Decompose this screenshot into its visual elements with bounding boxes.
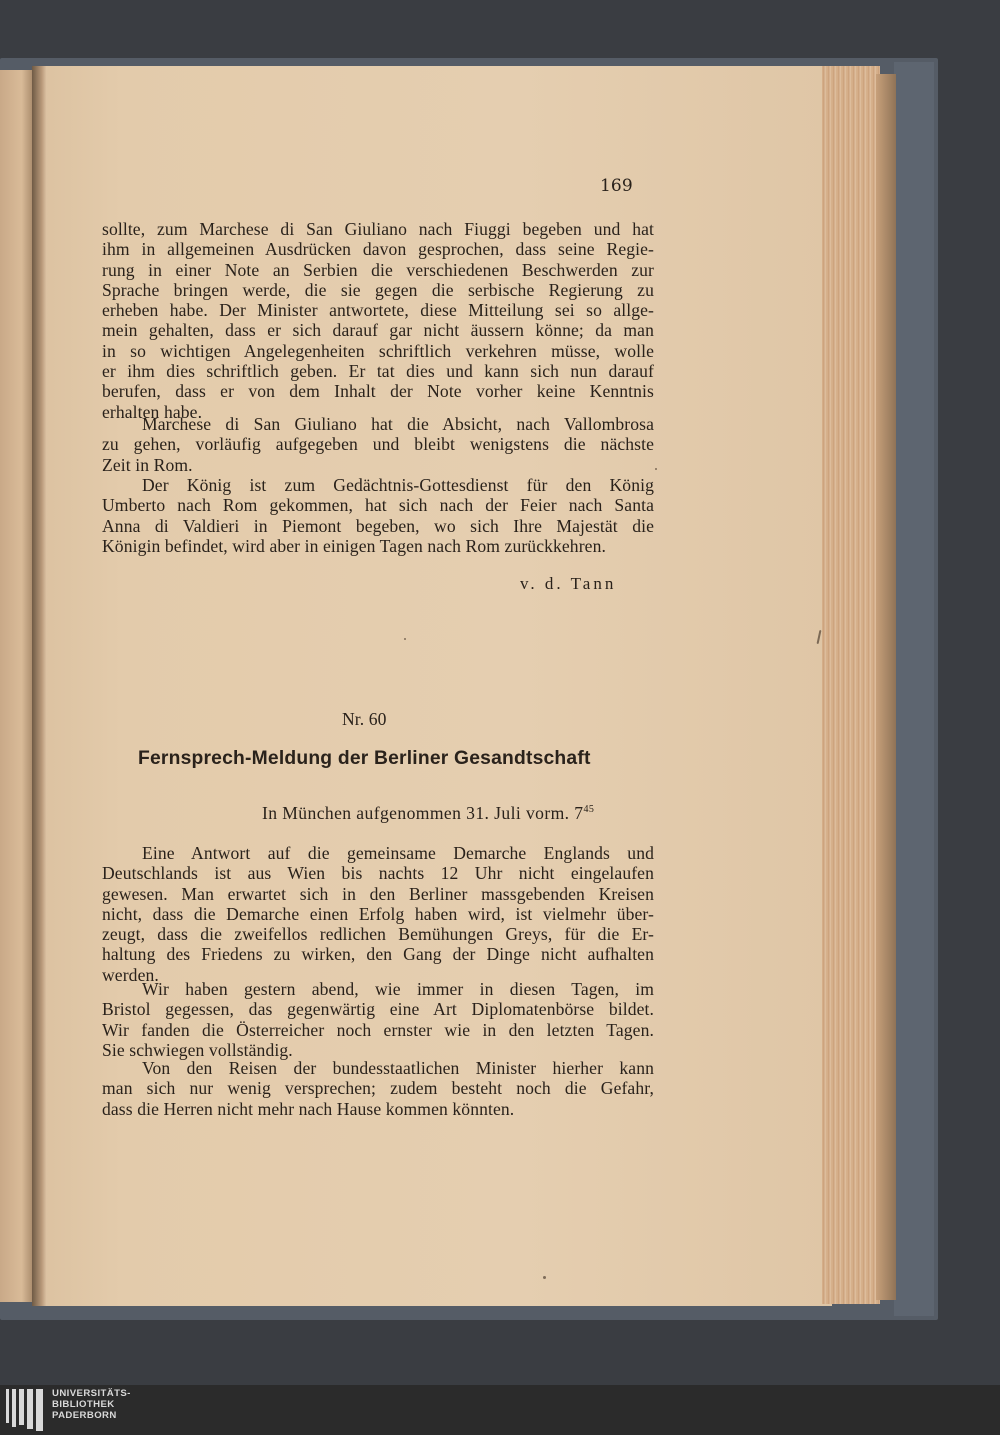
- text-line: dass die Herren nicht mehr nach Hause kommen könnten.: [102, 1098, 515, 1119]
- text-line: Marchese di San Giuliano hat die Absicht, nach Vallombrosa: [142, 414, 654, 434]
- dateline: [262, 800, 594, 823]
- library-name-line: UNIVERSITÄTS-: [52, 1388, 131, 1399]
- dateline-text: In München aufgenommen 31. Juli vorm. 7: [262, 803, 584, 823]
- text-line: Bristol gegessen, das gegenwärtig eine Art Diplomatenbörse bildet.: [102, 999, 654, 1020]
- text-line: Umberto nach Rom gekommen, hat sich nach der Feier nach Santa: [102, 495, 654, 516]
- page-stack-edge: [822, 66, 880, 1304]
- library-name-line: BIBLIOTHEK: [52, 1399, 115, 1410]
- text-line: Deutschlands ist aus Wien bis nachts 12 Uhr nicht eingelaufen: [102, 863, 654, 884]
- dateline-superscript: 45: [583, 804, 595, 815]
- library-bars-logo-icon: [6, 1389, 44, 1431]
- text-line: Eine Antwort auf die gemeinsame Demarche Englands und: [142, 843, 654, 863]
- text-line: rung in einer Note an Serbien die verschiedenen Beschwerden zur: [102, 259, 654, 280]
- ink-speck: [543, 1276, 546, 1279]
- text-line: nicht, dass die Demarche einen Erfolg haben wird, ist vielmehr über-: [102, 903, 654, 924]
- text-line: er ihm dies schriftlich geben. Er tat dies und kann sich nun darauf: [102, 361, 654, 382]
- paragraph: [102, 843, 654, 985]
- text-line: in so wichtigen Angelegenheiten schriftlich verkehren müsse, wolle: [102, 340, 654, 361]
- library-name: [52, 1388, 131, 1421]
- ink-speck: [655, 468, 657, 470]
- text-line: man sich nur wenig versprechen; zudem besteht noch die Gefahr,: [102, 1078, 654, 1099]
- text-line: Königin befindet, wird aber in einigen Tagen nach Rom zurückkehren.: [102, 535, 606, 556]
- text-line: berufen, dass er von dem Inhalt der Note vorher keine Kenntnis: [102, 381, 654, 402]
- paragraph: [102, 219, 654, 422]
- text-line: Sie schwiegen vollständig.: [102, 1039, 293, 1060]
- text-line: Wir fanden die Österreicher noch ernster wie in den letzten Tagen.: [102, 1019, 654, 1040]
- document-number: Nr. 60: [342, 709, 387, 729]
- text-line: Von den Reisen der bundesstaatlichen Minister hierher kann: [142, 1058, 654, 1078]
- text-line: Anna di Valdieri in Piemont begeben, wo sich Ihre Majestät die: [102, 515, 654, 536]
- page-number: 169: [600, 176, 633, 196]
- text-line: erhalten habe.: [102, 401, 203, 422]
- text-line: Sprache bringen werde, die sie gegen die serbische Regierung zu: [102, 279, 654, 300]
- left-page-edge: [0, 70, 36, 1302]
- footer-bar: [0, 1385, 1000, 1435]
- text-line: erheben habe. Der Minister antwortete, diese Mitteilung sei so allge-: [102, 300, 654, 321]
- text-line: mein gehalten, dass er sich darauf gar nicht äussern könne; da man: [102, 320, 654, 341]
- ink-speck: [404, 638, 406, 640]
- book-gutter: [32, 66, 46, 1306]
- text-line: Der König ist zum Gedächtnis-Gottesdienst für den König: [142, 475, 654, 495]
- text-line: Zeit in Rom.: [102, 454, 193, 475]
- document-heading: Fernsprech-Meldung der Berliner Gesandtschaft: [138, 748, 591, 769]
- text-line: werden.: [102, 964, 159, 985]
- text-line: zeugt, dass die zweifellos redlichen Bemühungen Greys, für die Er-: [102, 924, 654, 945]
- text-line: ihm in allgemeinen Ausdrücken davon gesprochen, dass seine Regie-: [102, 239, 654, 260]
- signature: v. d. Tann: [520, 574, 617, 593]
- text-line: haltung des Friedens zu wirken, den Gang der Dinge nicht aufhalten: [102, 944, 654, 965]
- page-stack-shadow: [876, 74, 896, 1300]
- text-line: Wir haben gestern abend, wie immer in diesen Tagen, im: [142, 979, 654, 999]
- cover-board-edge: [894, 62, 934, 1316]
- library-name-line: PADERBORN: [52, 1410, 117, 1421]
- text-line: sollte, zum Marchese di San Giuliano nach Fiuggi begeben und hat: [102, 219, 654, 239]
- text-line: zu gehen, vorläufig aufgegeben und bleibt wenigstens die nächste: [102, 434, 654, 455]
- paragraph: [102, 414, 654, 475]
- text-line: gewesen. Man erwartet sich in den Berliner massgebenden Kreisen: [102, 883, 654, 904]
- paragraph: [102, 475, 654, 556]
- paragraph: [102, 979, 654, 1060]
- paragraph: [102, 1058, 654, 1119]
